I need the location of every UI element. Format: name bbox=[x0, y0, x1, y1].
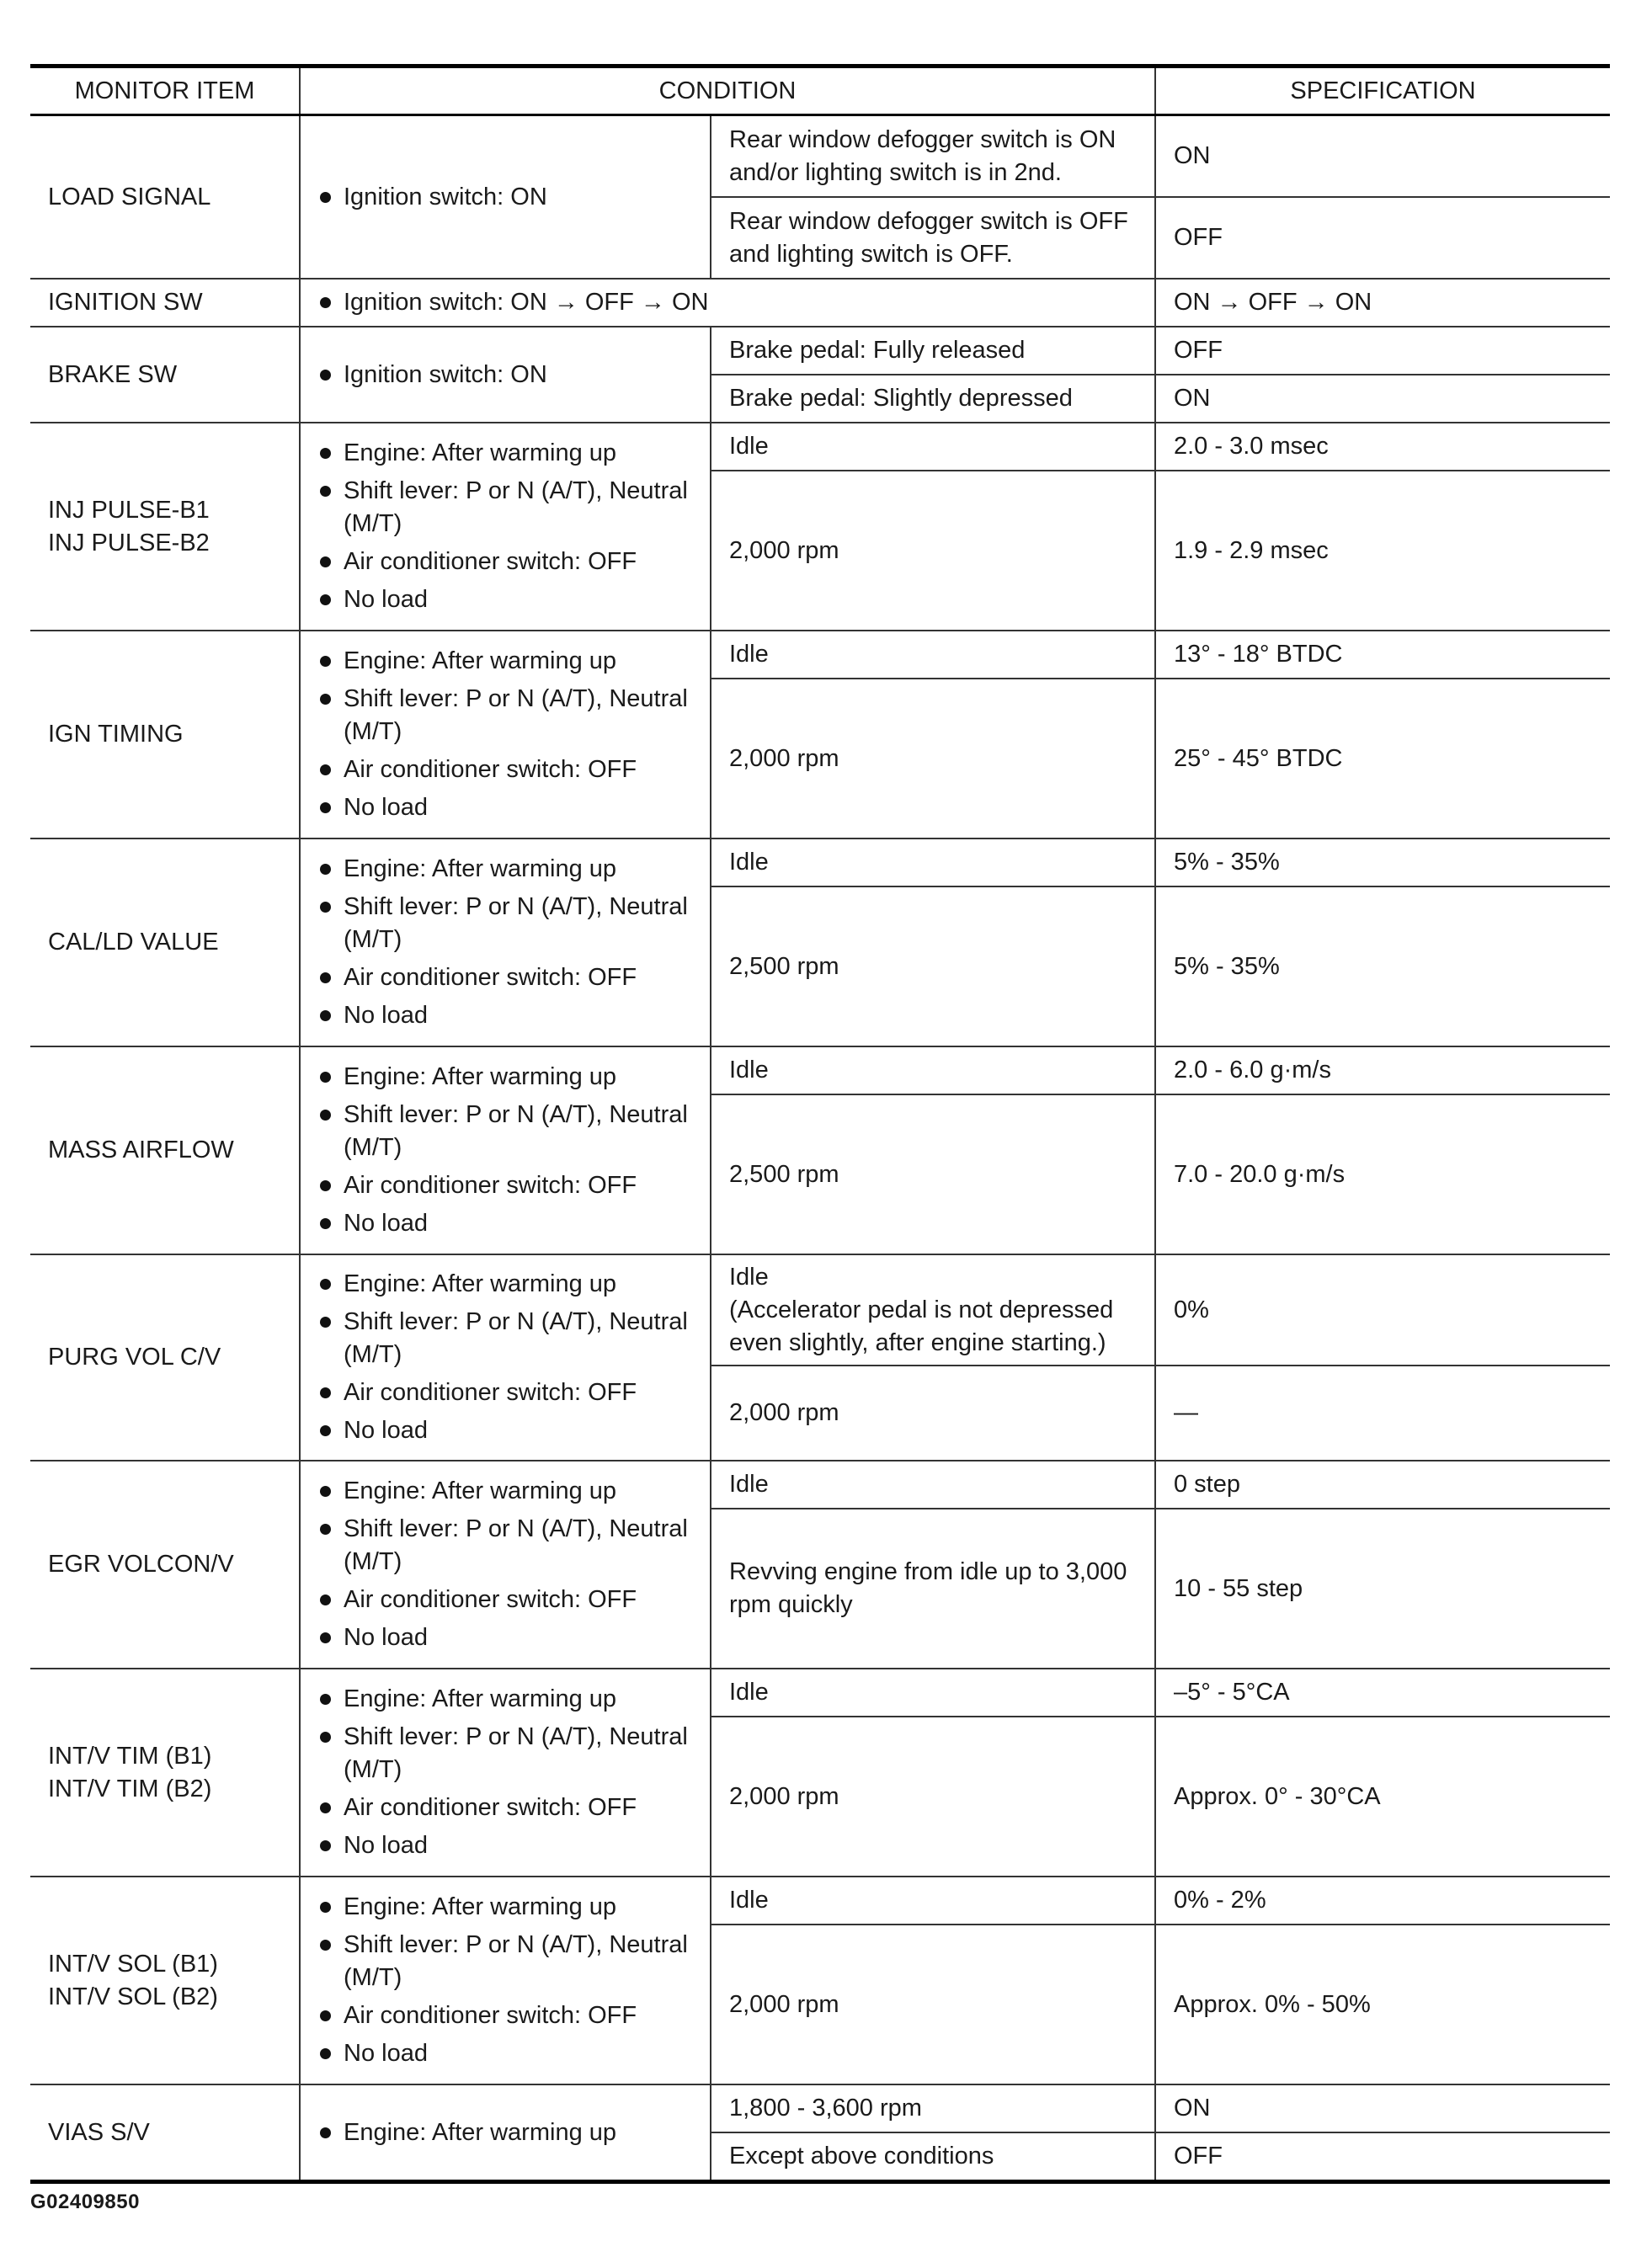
sub-condition-cell: 2,500 rpm bbox=[711, 886, 1155, 1046]
sub-condition-cell: 1,800 - 3,600 rpm bbox=[711, 2084, 1155, 2132]
spec-cell: 2.0 - 6.0 g·m/s bbox=[1155, 1046, 1610, 1094]
condition-cell bbox=[300, 1877, 711, 2084]
table-row bbox=[30, 115, 1610, 198]
condition-bullet: Ignition switch: ON bbox=[318, 181, 692, 214]
spec-cell: 25° - 45° BTDC bbox=[1155, 679, 1610, 839]
spec-cell: ON bbox=[1155, 115, 1610, 198]
condition-bullet: Shift lever: P or N (A/T), Neutral (M/T) bbox=[318, 1721, 692, 1786]
condition-bullet: Ignition switch: ON → OFF → ON bbox=[318, 286, 1137, 319]
condition-cell bbox=[300, 1669, 711, 1877]
condition-bullet: Air conditioner switch: OFF bbox=[318, 1999, 692, 2032]
condition-bullet: Engine: After warming up bbox=[318, 1061, 692, 1094]
condition-cell bbox=[300, 1254, 711, 1461]
sub-condition-cell: Idle bbox=[711, 1877, 1155, 1925]
condition-bullet: Air conditioner switch: OFF bbox=[318, 1584, 692, 1616]
spec-cell: 5% - 35% bbox=[1155, 839, 1610, 886]
condition-bullet: Engine: After warming up bbox=[318, 1475, 692, 1508]
condition-bullet: Engine: After warming up bbox=[318, 1268, 692, 1301]
spec-cell: –5° - 5°CA bbox=[1155, 1669, 1610, 1717]
table-row bbox=[30, 1877, 1610, 1925]
condition-bullet: Shift lever: P or N (A/T), Neutral (M/T) bbox=[318, 683, 692, 748]
condition-bullet: Air conditioner switch: OFF bbox=[318, 1792, 692, 1824]
monitor-item-cell: IGNITION SW bbox=[30, 279, 300, 327]
table-row bbox=[30, 279, 1610, 327]
condition-bullet: Shift lever: P or N (A/T), Neutral (M/T) bbox=[318, 475, 692, 540]
table-row bbox=[30, 327, 1610, 375]
spec-cell: 7.0 - 20.0 g·m/s bbox=[1155, 1094, 1610, 1254]
spec-cell: 13° - 18° BTDC bbox=[1155, 631, 1610, 679]
sub-condition-cell: Idle bbox=[711, 1046, 1155, 1094]
monitor-item-cell: BRAKE SW bbox=[30, 327, 300, 423]
condition-bullet: Air conditioner switch: OFF bbox=[318, 961, 692, 994]
spec-cell: 1.9 - 2.9 msec bbox=[1155, 471, 1610, 631]
condition-cell bbox=[300, 423, 711, 631]
header-condition: CONDITION bbox=[300, 67, 1155, 115]
sub-condition-cell: Idle bbox=[711, 1461, 1155, 1509]
spec-cell: OFF bbox=[1155, 327, 1610, 375]
condition-bullet: No load bbox=[318, 1207, 692, 1240]
spec-cell: 10 - 55 step bbox=[1155, 1509, 1610, 1669]
table-row bbox=[30, 839, 1610, 886]
sub-condition-cell: Idle bbox=[711, 1669, 1155, 1717]
condition-bullet: Engine: After warming up bbox=[318, 1891, 692, 1924]
condition-bullet: Air conditioner switch: OFF bbox=[318, 1376, 692, 1409]
monitor-spec-table bbox=[30, 64, 1610, 2184]
sub-condition-cell: 2,000 rpm bbox=[711, 1925, 1155, 2084]
sub-condition-cell: 2,000 rpm bbox=[711, 679, 1155, 839]
sub-condition-cell: 2,000 rpm bbox=[711, 471, 1155, 631]
monitor-item-cell: INT/V TIM (B1) INT/V TIM (B2) bbox=[30, 1669, 300, 1877]
monitor-item-cell: EGR VOLCON/V bbox=[30, 1461, 300, 1669]
sub-condition-cell: Rear window defogger switch is ON and/or lighting switch is in 2nd. bbox=[711, 115, 1155, 198]
monitor-item-cell: IGN TIMING bbox=[30, 631, 300, 839]
monitor-item-cell: PURG VOL C/V bbox=[30, 1254, 300, 1461]
condition-bullet: Ignition switch: ON bbox=[318, 359, 692, 391]
condition-cell bbox=[300, 839, 711, 1046]
condition-cell bbox=[300, 631, 711, 839]
table-row bbox=[30, 1669, 1610, 1717]
monitor-item-cell: LOAD SIGNAL bbox=[30, 115, 300, 280]
spec-cell: 0% - 2% bbox=[1155, 1877, 1610, 1925]
sub-condition-cell: Idle bbox=[711, 839, 1155, 886]
condition-cell bbox=[300, 115, 711, 280]
condition-bullet: No load bbox=[318, 791, 692, 824]
spec-cell: OFF bbox=[1155, 2132, 1610, 2182]
sub-condition-cell: Idle bbox=[711, 423, 1155, 471]
table-row bbox=[30, 2084, 1610, 2132]
condition-bullet: No load bbox=[318, 583, 692, 616]
condition-bullet: Shift lever: P or N (A/T), Neutral (M/T) bbox=[318, 1306, 692, 1371]
monitor-item-cell: VIAS S/V bbox=[30, 2084, 300, 2182]
sub-condition-cell: Brake pedal: Slightly depressed bbox=[711, 375, 1155, 423]
spec-cell: Approx. 0% - 50% bbox=[1155, 1925, 1610, 2084]
sub-condition-cell: Except above conditions bbox=[711, 2132, 1155, 2182]
condition-cell bbox=[300, 279, 1155, 327]
condition-bullet: Air conditioner switch: OFF bbox=[318, 753, 692, 786]
condition-bullet: Air conditioner switch: OFF bbox=[318, 1169, 692, 1202]
condition-cell bbox=[300, 327, 711, 423]
spec-cell: ON → OFF → ON bbox=[1155, 279, 1610, 327]
figure-code: G02409850 bbox=[30, 2191, 140, 2213]
monitor-item-cell: INT/V SOL (B1) INT/V SOL (B2) bbox=[30, 1877, 300, 2084]
sub-condition-cell: Rear window defogger switch is OFF and lighting switch is OFF. bbox=[711, 197, 1155, 279]
condition-bullet: No load bbox=[318, 1621, 692, 1654]
sub-condition-cell: Revving engine from idle up to 3,000 rpm quickly bbox=[711, 1509, 1155, 1669]
condition-bullet: Shift lever: P or N (A/T), Neutral (M/T) bbox=[318, 1099, 692, 1164]
condition-bullet: Engine: After warming up bbox=[318, 853, 692, 886]
condition-bullet: Shift lever: P or N (A/T), Neutral (M/T) bbox=[318, 1513, 692, 1579]
spec-cell: 5% - 35% bbox=[1155, 886, 1610, 1046]
condition-bullet: Air conditioner switch: OFF bbox=[318, 546, 692, 578]
condition-cell bbox=[300, 1461, 711, 1669]
condition-bullet: Engine: After warming up bbox=[318, 645, 692, 678]
condition-bullet: No load bbox=[318, 1829, 692, 1862]
condition-bullet: Shift lever: P or N (A/T), Neutral (M/T) bbox=[318, 891, 692, 956]
table-row bbox=[30, 631, 1610, 679]
condition-bullet: Engine: After warming up bbox=[318, 2116, 692, 2149]
spec-cell: 0 step bbox=[1155, 1461, 1610, 1509]
condition-bullet: No load bbox=[318, 2037, 692, 2070]
spec-cell: ON bbox=[1155, 2084, 1610, 2132]
monitor-item-cell: INJ PULSE-B1 INJ PULSE-B2 bbox=[30, 423, 300, 631]
condition-bullet: No load bbox=[318, 1414, 692, 1447]
table-row bbox=[30, 423, 1610, 471]
condition-bullet: Engine: After warming up bbox=[318, 1683, 692, 1716]
condition-bullet: Engine: After warming up bbox=[318, 437, 692, 470]
spec-cell: 2.0 - 3.0 msec bbox=[1155, 423, 1610, 471]
condition-cell bbox=[300, 2084, 711, 2182]
monitor-item-cell: CAL/LD VALUE bbox=[30, 839, 300, 1046]
sub-condition-cell: 2,000 rpm bbox=[711, 1366, 1155, 1461]
spec-cell: 0% bbox=[1155, 1254, 1610, 1366]
table-row bbox=[30, 1461, 1610, 1509]
sub-condition-cell: Idle (Accelerator pedal is not depressed even slightly, after engine starting.) bbox=[711, 1254, 1155, 1366]
header-row bbox=[30, 67, 1610, 115]
header-monitor-item: MONITOR ITEM bbox=[30, 67, 300, 115]
monitor-item-cell: MASS AIRFLOW bbox=[30, 1046, 300, 1254]
spec-cell: OFF bbox=[1155, 197, 1610, 279]
header-specification: SPECIFICATION bbox=[1155, 67, 1610, 115]
table-row bbox=[30, 1046, 1610, 1094]
sub-condition-cell: 2,000 rpm bbox=[711, 1717, 1155, 1877]
condition-bullet: Shift lever: P or N (A/T), Neutral (M/T) bbox=[318, 1929, 692, 1994]
spec-cell: Approx. 0° - 30°CA bbox=[1155, 1717, 1610, 1877]
spec-cell: ON bbox=[1155, 375, 1610, 423]
sub-condition-cell: Idle bbox=[711, 631, 1155, 679]
spec-cell: — bbox=[1155, 1366, 1610, 1461]
condition-bullet: No load bbox=[318, 999, 692, 1032]
condition-cell bbox=[300, 1046, 711, 1254]
table-row bbox=[30, 1254, 1610, 1366]
sub-condition-cell: Brake pedal: Fully released bbox=[711, 327, 1155, 375]
sub-condition-cell: 2,500 rpm bbox=[711, 1094, 1155, 1254]
